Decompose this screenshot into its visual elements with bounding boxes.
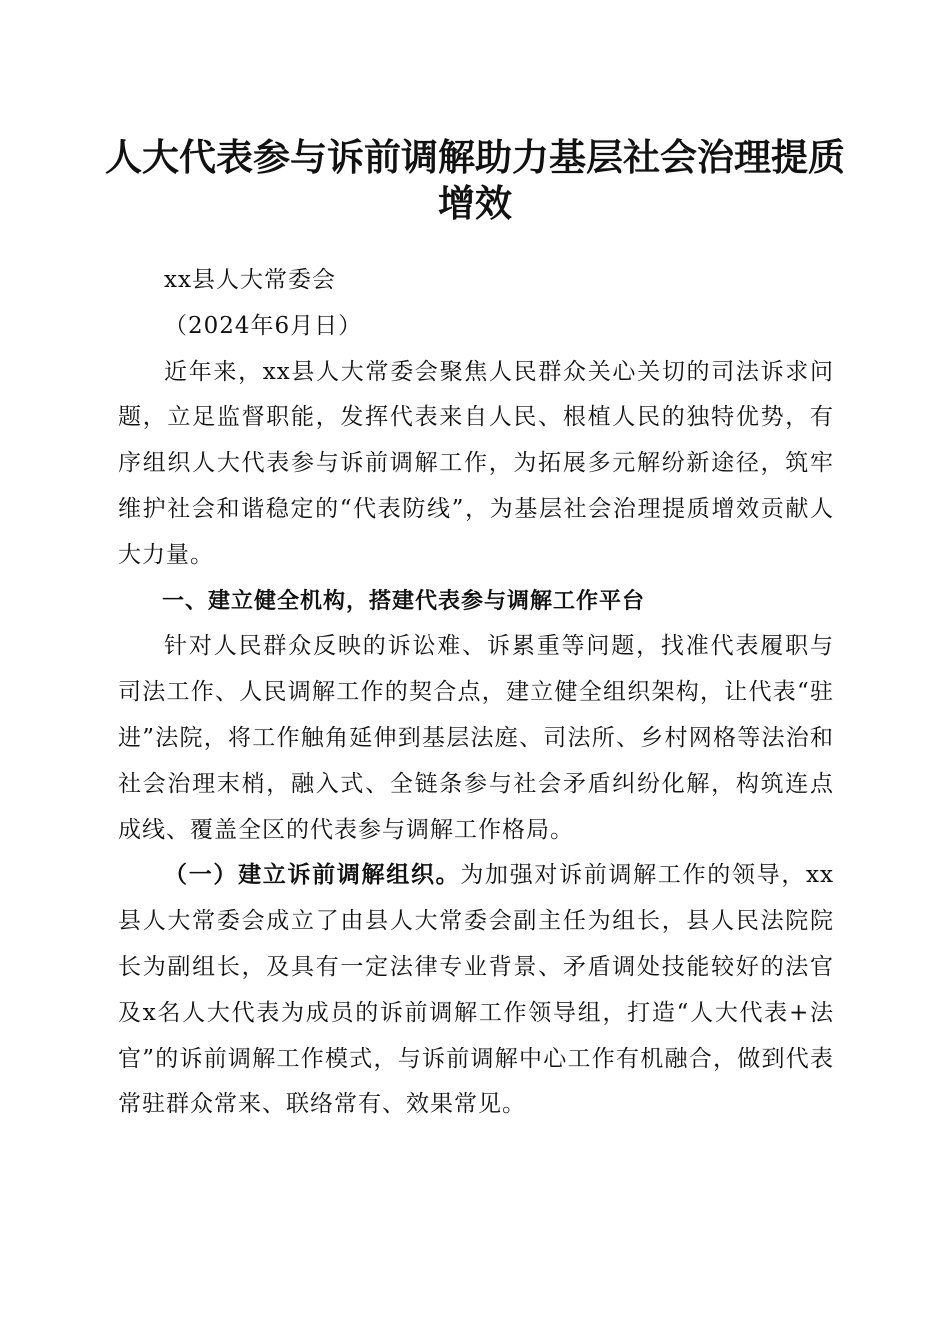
author-line: xx县人大常委会	[164, 267, 336, 293]
subsection-1-lead: （一）建立诉前调解组织。	[164, 862, 461, 889]
section-heading-1: 一、建立健全机构，搭建代表参与调解工作平台	[162, 588, 646, 614]
document-title: 人大代表参与诉前调解助力基层社会治理提质增效	[105, 136, 845, 225]
section-1-paragraph: 针对人民群众反映的诉讼难、诉累重等问题，找准代表履职与司法工作、人民调解工作的契合点，建立健全组织架构，让代表“驻进”法院，将工作触角延伸到基层法庭、司法所、乡村网格等法治和社会治理末梢，融入式、全链条参与社会矛盾纠纷化解，构筑连点成线、覆盖全区的代表参与调解工作格局。	[118, 633, 834, 843]
date-line: （2024年6月日）	[164, 312, 363, 339]
subsection-1-body: 为加强对诉前调解工作的领导，xx县人大常委会成立了由县人大常委会副主任为组长，县人民法院院长为副组长，及具有一定法律专业背景、矛盾调处技能较好的法官及x名人大代表为成员的诉前调解工作领导组，打造“人大代表+法官”的诉前调解工作模式，与诉前调解中心工作有机融合，做到代表常驻群众常来、联络常有、效果常见。	[118, 862, 835, 1118]
intro-paragraph: 近年来，xx县人大常委会聚焦人民群众关心关切的司法诉求问题，立足监督职能，发挥代表来自人民、根植人民的独特优势，有序组织人大代表参与诉前调解工作，为拓展多元解纷新途径，筑牢维护社会和谐稳定的“代表防线”，为基层社会治理提质增效贡献人大力量。	[118, 358, 834, 568]
document-body	[118, 258, 834, 1128]
subsection-1-paragraph	[118, 853, 834, 1128]
